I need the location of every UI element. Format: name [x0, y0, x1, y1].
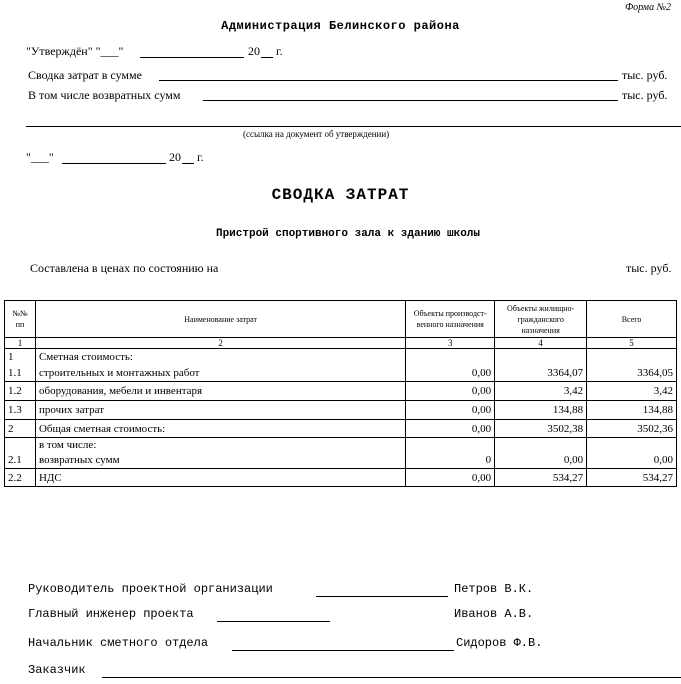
row-name: в том числе: — [35, 438, 405, 452]
header-industrial: Объекты производст-венного назначения — [406, 301, 495, 338]
row-total: 534,27 — [587, 469, 677, 487]
head-signature-line — [316, 596, 448, 597]
doc-ref-caption: (ссылка на документ об утверждении) — [243, 129, 390, 139]
sum-line — [159, 80, 618, 81]
row-total: 3364,05 — [587, 365, 677, 382]
form-number: Форма №2 — [625, 2, 671, 13]
approved-year-line — [261, 57, 273, 58]
table-row — [5, 452, 677, 469]
sum-unit: тыс. руб. — [622, 68, 668, 82]
row-num: 2 — [5, 420, 36, 438]
prices-unit: тыс. руб. — [626, 261, 672, 275]
row-industrial: 0,00 — [406, 365, 495, 382]
row-civil: 534,27 — [495, 469, 587, 487]
header-num: №№ пп — [5, 301, 36, 338]
col-number: 5 — [587, 338, 677, 349]
table-row — [5, 349, 677, 365]
table-row — [5, 382, 677, 401]
row-total: 0,00 — [587, 452, 677, 469]
date2-year-line — [182, 163, 194, 164]
row-industrial: 0,00 — [406, 469, 495, 487]
approved-month-line — [140, 57, 244, 58]
header-name: Наименование затрат — [35, 301, 405, 338]
date2-month-line — [62, 163, 166, 164]
table-header-row — [5, 301, 677, 338]
date2-day: "___" — [26, 150, 54, 164]
row-name: строительных и монтажных работ — [35, 365, 405, 382]
row-civil: 3502,38 — [495, 420, 587, 438]
row-num: 1.3 — [5, 401, 36, 420]
table-row — [5, 365, 677, 382]
chief-signature-line — [217, 621, 330, 622]
returnable-line — [203, 100, 618, 101]
row-industrial: 0 — [406, 452, 495, 469]
head-label: Руководитель проектной организации — [28, 582, 273, 596]
doc-ref-line — [26, 126, 681, 127]
approved-label: "Утверждён" "___" — [26, 44, 124, 58]
row-num: 2.1 — [5, 452, 36, 469]
row-name: НДС — [35, 469, 405, 487]
row-name: Сметная стоимость: — [35, 349, 405, 365]
administration-title: Администрация Белинского района — [221, 19, 460, 33]
table-row — [5, 401, 677, 420]
row-num — [5, 438, 36, 452]
row-total: 3502,36 — [587, 420, 677, 438]
document-subtitle: Пристрой спортивного зала к зданию школы — [215, 228, 481, 240]
row-num: 1.1 — [5, 365, 36, 382]
date2-year-prefix: 20 — [169, 150, 181, 164]
row-industrial: 0,00 — [406, 382, 495, 401]
row-total: 134,88 — [587, 401, 677, 420]
dept-signature-line — [232, 650, 454, 651]
col-number: 2 — [35, 338, 405, 349]
returnable-label: В том числе возвратных сумм — [28, 88, 181, 102]
row-industrial: 0,00 — [406, 420, 495, 438]
row-name: прочих затрат — [35, 401, 405, 420]
table-row — [5, 438, 677, 452]
chief-name: Иванов А.В. — [454, 607, 534, 621]
table-row — [5, 420, 677, 438]
row-num: 1 — [5, 349, 36, 365]
column-number-row — [5, 338, 677, 349]
row-civil: 3364,07 — [495, 365, 587, 382]
row-civil: 134,88 — [495, 401, 587, 420]
row-name: оборудования, мебели и инвентаря — [35, 382, 405, 401]
head-name: Петров В.К. — [454, 582, 534, 596]
date2-year-suffix: г. — [197, 150, 204, 164]
dept-label: Начальник сметного отдела — [28, 636, 209, 650]
col-number: 1 — [5, 338, 36, 349]
row-total: 3,42 — [587, 382, 677, 401]
row-num: 2.2 — [5, 469, 36, 487]
returnable-unit: тыс. руб. — [622, 88, 668, 102]
col-number: 3 — [406, 338, 495, 349]
row-num: 1.2 — [5, 382, 36, 401]
row-civil: 0,00 — [495, 452, 587, 469]
row-civil: 3,42 — [495, 382, 587, 401]
dept-name: Сидоров Ф.В. — [456, 636, 543, 650]
customer-label: Заказчик — [28, 663, 86, 677]
chief-label: Главный инженер проекта — [28, 607, 194, 621]
header-total: Всего — [587, 301, 677, 338]
customer-signature-line — [102, 677, 681, 678]
document-title: СВОДКА ЗАТРАТ — [271, 186, 410, 204]
approved-year-prefix: 20 — [248, 44, 260, 58]
row-name: Общая сметная стоимость: — [35, 420, 405, 438]
cost-table — [4, 300, 677, 487]
sum-label: Сводка затрат в сумме — [28, 68, 142, 82]
row-name: возвратных сумм — [35, 452, 405, 469]
header-civil: Объекты жилищно-гражданского назначения — [495, 301, 587, 338]
col-number: 4 — [495, 338, 587, 349]
approved-year-suffix: г. — [276, 44, 283, 58]
prices-label: Составлена в ценах по состоянию на — [30, 261, 219, 275]
table-row — [5, 469, 677, 487]
row-industrial: 0,00 — [406, 401, 495, 420]
